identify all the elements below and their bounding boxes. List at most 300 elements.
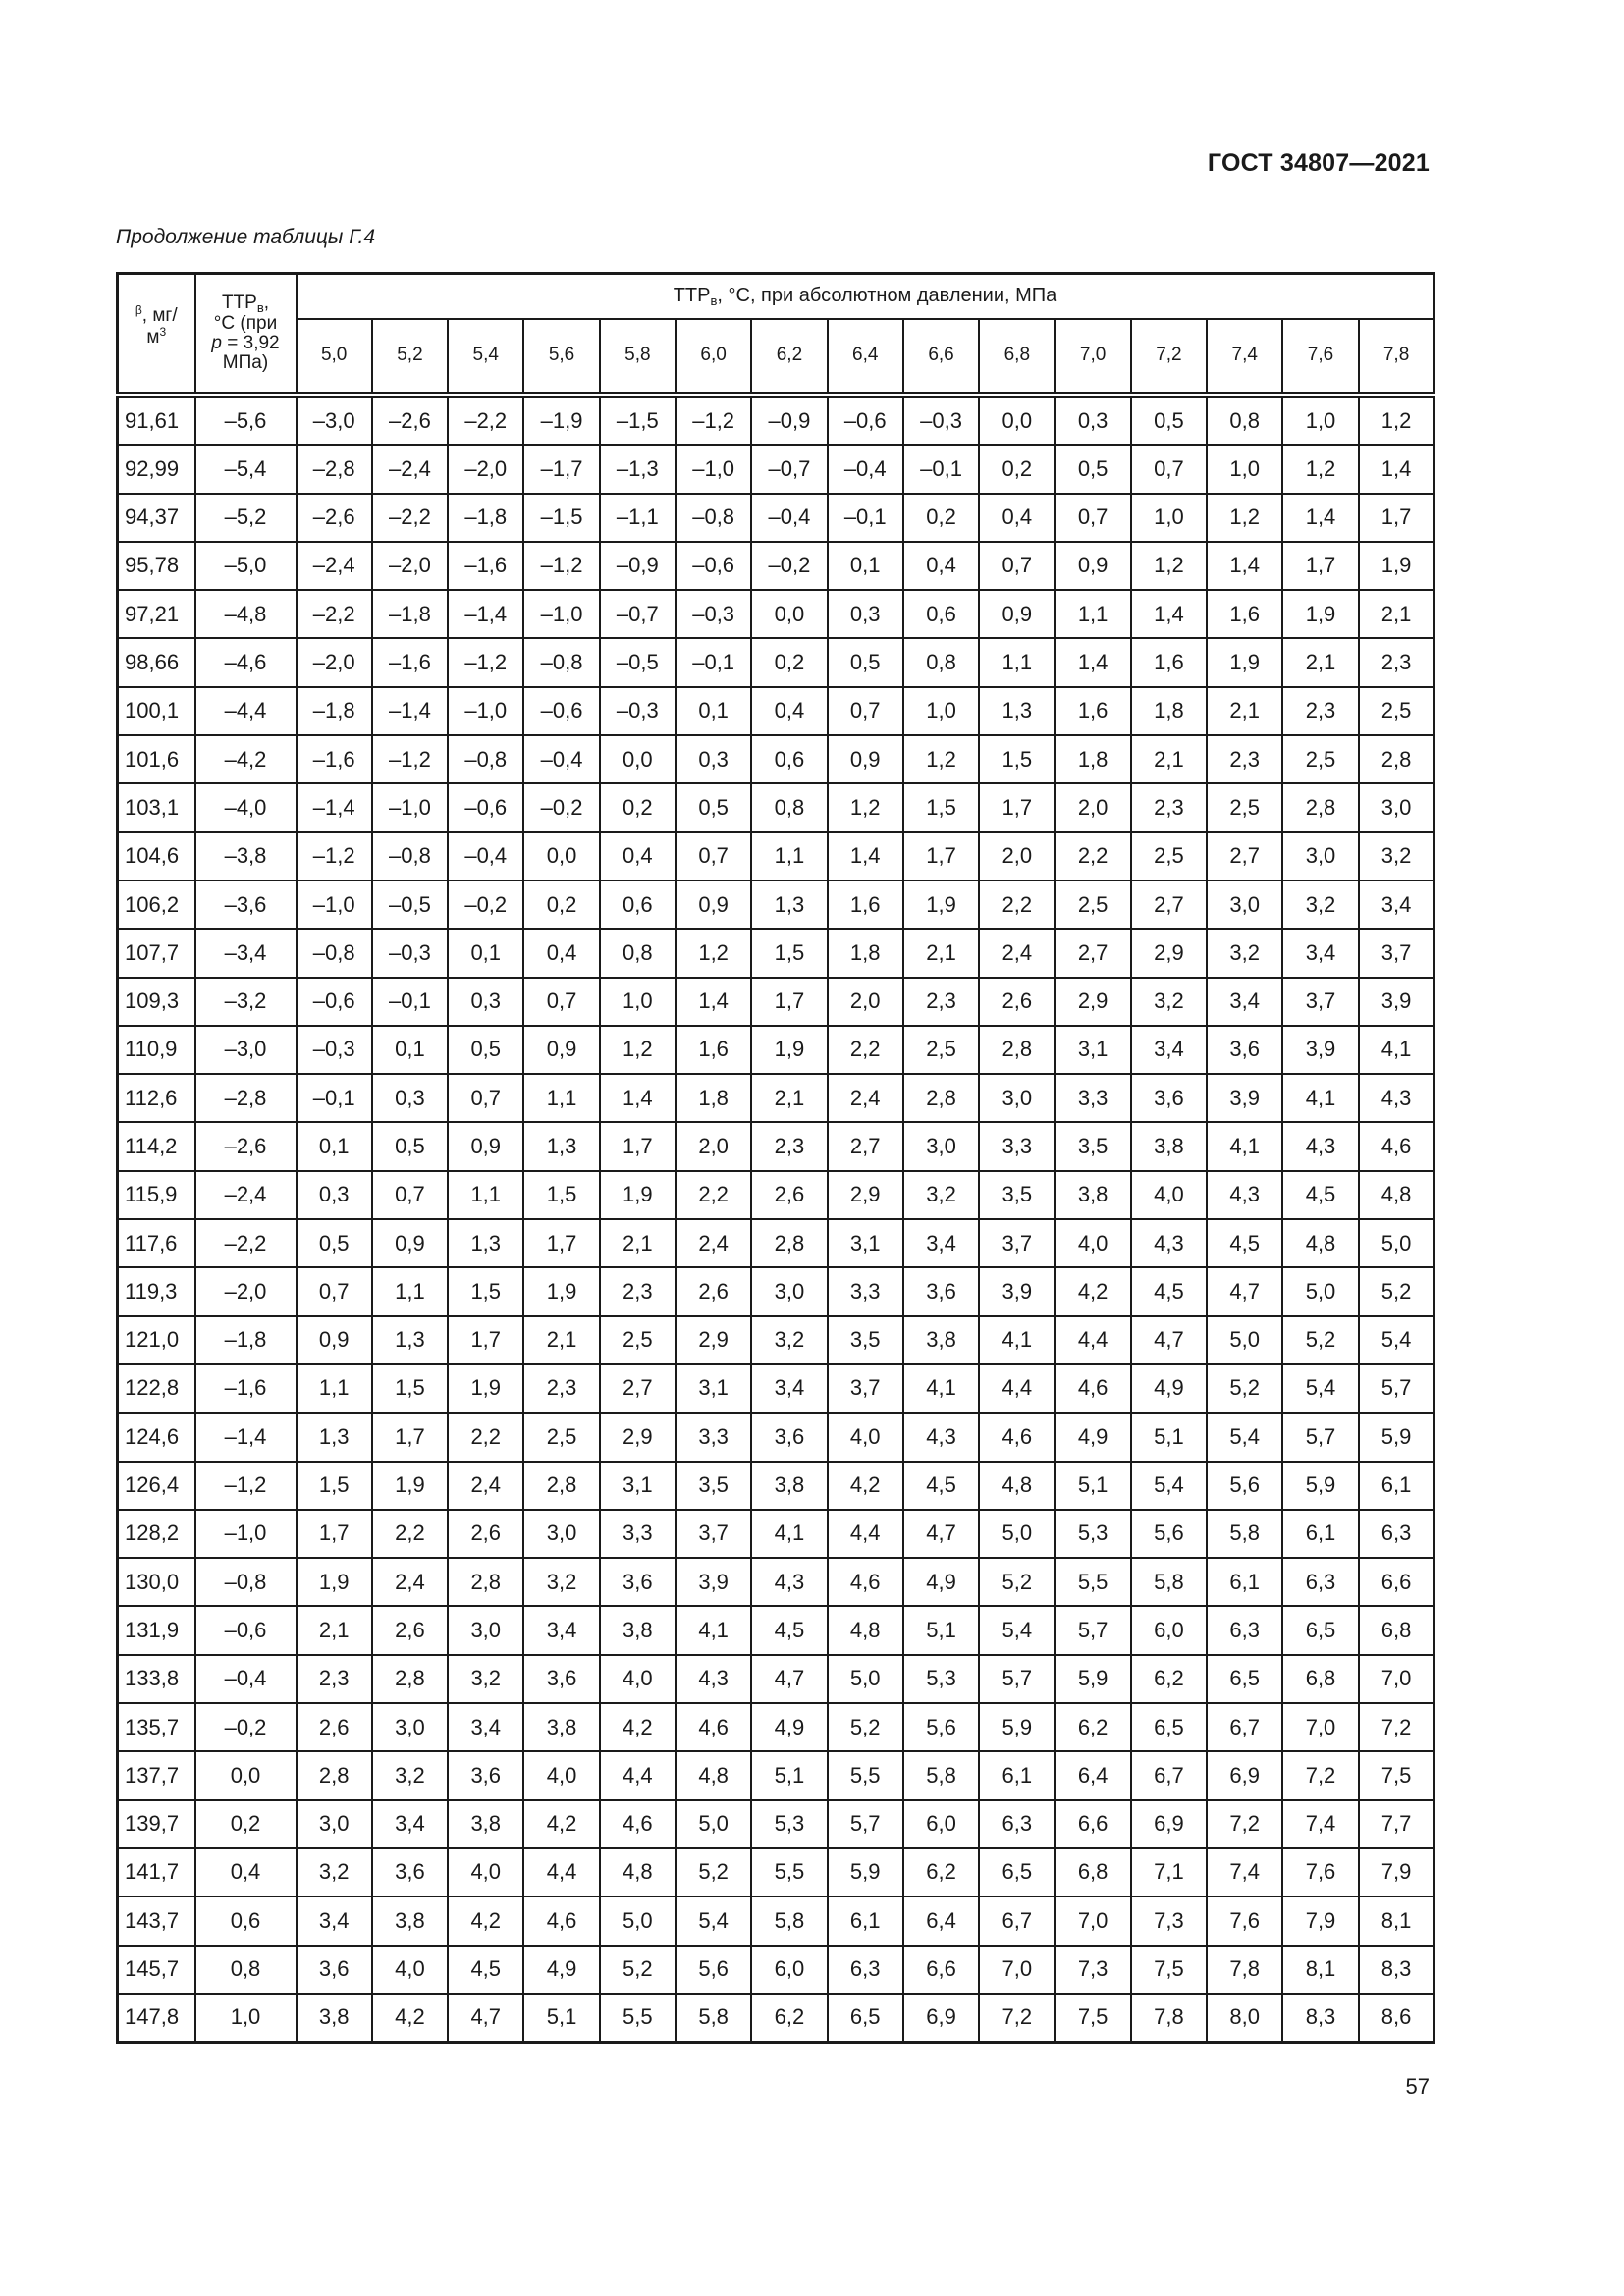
cell-value: 2,9 [1055, 978, 1130, 1026]
cell-value: 3,1 [676, 1364, 751, 1413]
cell-value: 0,1 [676, 687, 751, 735]
cell-value: –1,2 [523, 542, 599, 590]
cell-ttr-base: –0,4 [195, 1655, 297, 1703]
cell-value: 1,7 [1282, 542, 1358, 590]
table-row [118, 1655, 1435, 1703]
cell-ttr-base: –1,8 [195, 1316, 297, 1364]
table-row [118, 1800, 1435, 1848]
cell-value: –1,4 [372, 687, 448, 735]
cell-value: 4,1 [751, 1510, 827, 1558]
cell-value: 4,4 [523, 1848, 599, 1896]
cell-value: 2,8 [979, 1026, 1055, 1074]
cell-value: 5,2 [828, 1703, 903, 1751]
cell-value: 3,8 [751, 1462, 827, 1510]
table-row [118, 687, 1435, 735]
cell-value: 0,4 [600, 832, 676, 881]
table-row [118, 1171, 1435, 1219]
cell-value: 4,3 [676, 1655, 751, 1703]
beta-symbol: β [135, 303, 142, 317]
cell-value: 4,4 [828, 1510, 903, 1558]
cell-value: 0,3 [448, 978, 523, 1026]
cell-value: 2,9 [600, 1413, 676, 1461]
cell-value: 5,2 [979, 1558, 1055, 1606]
cell-value: –1,4 [297, 783, 372, 831]
cell-value: 2,8 [523, 1462, 599, 1510]
cell-value: 5,8 [1207, 1510, 1282, 1558]
cell-ttr-base: –5,6 [195, 395, 297, 445]
cell-value: 3,2 [1131, 978, 1207, 1026]
cell-value: 2,1 [600, 1219, 676, 1267]
cell-value: 4,0 [1055, 1219, 1130, 1267]
cell-value: 5,0 [1282, 1267, 1358, 1315]
cell-value: 0,7 [448, 1074, 523, 1122]
cell-beta: 92,99 [118, 445, 195, 493]
cell-value: 6,1 [1207, 1558, 1282, 1606]
cell-value: 6,9 [903, 1994, 979, 2043]
cell-value: 5,5 [1055, 1558, 1130, 1606]
cell-value: 3,4 [1131, 1026, 1207, 1074]
header-ttr-at-3-92: $ТТР_в$, °С (при p = 3,92 МПа) [195, 274, 297, 396]
cell-value: 4,8 [979, 1462, 1055, 1510]
cell-value: 3,2 [297, 1848, 372, 1896]
cell-value: 4,7 [448, 1994, 523, 2043]
cell-ttr-base: –0,2 [195, 1703, 297, 1751]
cell-value: 1,2 [1359, 395, 1435, 445]
cell-value: 1,5 [297, 1462, 372, 1510]
cell-value: 7,9 [1359, 1848, 1435, 1896]
cell-value: 4,1 [979, 1316, 1055, 1364]
cell-beta: 124,6 [118, 1413, 195, 1461]
cell-value: 3,4 [751, 1364, 827, 1413]
header-pressure-4: 5,8 [600, 319, 676, 395]
cell-value: 4,5 [1207, 1219, 1282, 1267]
cell-value: 4,6 [979, 1413, 1055, 1461]
cell-value: 1,6 [828, 881, 903, 929]
cell-value: –0,2 [448, 881, 523, 929]
cell-value: 7,2 [1207, 1800, 1282, 1848]
cell-value: 5,1 [751, 1751, 827, 1799]
cell-value: –1,2 [676, 395, 751, 445]
cell-value: –0,3 [903, 395, 979, 445]
cell-value: –1,3 [600, 445, 676, 493]
cell-value: 1,9 [1282, 590, 1358, 638]
cell-value: 0,2 [979, 445, 1055, 493]
cell-value: 2,3 [1131, 783, 1207, 831]
cell-ttr-base: –1,2 [195, 1462, 297, 1510]
cell-value: 4,1 [1359, 1026, 1435, 1074]
cell-value: 6,4 [1055, 1751, 1130, 1799]
cell-value: 2,3 [600, 1267, 676, 1315]
table-row [118, 1703, 1435, 1751]
cell-value: –1,4 [448, 590, 523, 638]
cell-value: 3,2 [1282, 881, 1358, 929]
cell-value: –1,8 [448, 494, 523, 542]
cell-value: 1,8 [828, 929, 903, 977]
cell-value: 2,9 [1131, 929, 1207, 977]
cell-value: 1,0 [903, 687, 979, 735]
cell-value: –0,4 [523, 735, 599, 783]
cell-value: 6,0 [1131, 1606, 1207, 1654]
cell-value: 1,2 [676, 929, 751, 977]
cell-value: –2,0 [297, 638, 372, 686]
cell-value: –0,8 [372, 832, 448, 881]
cell-value: 1,9 [600, 1171, 676, 1219]
cell-value: 0,9 [297, 1316, 372, 1364]
cell-value: –1,2 [448, 638, 523, 686]
cell-ttr-base: –5,0 [195, 542, 297, 590]
cell-value: 4,0 [1131, 1171, 1207, 1219]
cell-value: 4,8 [676, 1751, 751, 1799]
cell-value: 4,8 [828, 1606, 903, 1654]
cell-beta: 143,7 [118, 1896, 195, 1945]
cell-value: 3,8 [372, 1896, 448, 1945]
cell-value: 5,6 [1131, 1510, 1207, 1558]
cell-value: 5,4 [979, 1606, 1055, 1654]
cell-value: 8,6 [1359, 1994, 1435, 2043]
document-standard-header: ГОСТ 34807—2021 [1207, 149, 1430, 177]
table-row [118, 1219, 1435, 1267]
cell-value: 2,0 [676, 1122, 751, 1170]
cell-value: 0,0 [751, 590, 827, 638]
cell-value: 4,2 [828, 1462, 903, 1510]
cell-value: 1,6 [1055, 687, 1130, 735]
cell-value: 7,0 [1055, 1896, 1130, 1945]
cell-value: 2,7 [828, 1122, 903, 1170]
cell-value: 3,7 [1359, 929, 1435, 977]
cell-value: 3,9 [676, 1558, 751, 1606]
cell-value: 4,3 [1207, 1171, 1282, 1219]
cell-value: 2,3 [1359, 638, 1435, 686]
cell-value: 6,9 [1207, 1751, 1282, 1799]
cell-value: 7,8 [1207, 1946, 1282, 1994]
cell-value: 2,4 [676, 1219, 751, 1267]
cell-ttr-base: –1,4 [195, 1413, 297, 1461]
cell-value: 4,1 [903, 1364, 979, 1413]
cell-value: 3,8 [1055, 1171, 1130, 1219]
cell-value: 1,5 [903, 783, 979, 831]
cell-value: 1,1 [523, 1074, 599, 1122]
cell-value: 2,1 [1359, 590, 1435, 638]
cell-value: 0,0 [600, 735, 676, 783]
cell-value: 2,3 [751, 1122, 827, 1170]
cell-value: 0,2 [903, 494, 979, 542]
cell-value: 1,5 [979, 735, 1055, 783]
cell-value: 6,5 [828, 1994, 903, 2043]
cell-value: –1,8 [297, 687, 372, 735]
cell-value: 7,0 [1282, 1703, 1358, 1751]
cell-value: 1,7 [523, 1219, 599, 1267]
cell-value: –0,3 [297, 1026, 372, 1074]
cell-value: 4,1 [1282, 1074, 1358, 1122]
cell-value: 1,2 [903, 735, 979, 783]
cell-value: 4,6 [600, 1800, 676, 1848]
cell-value: 3,4 [297, 1896, 372, 1945]
cell-value: 3,0 [372, 1703, 448, 1751]
cell-value: 6,6 [1359, 1558, 1435, 1606]
cell-value: –1,6 [448, 542, 523, 590]
cell-value: 2,0 [828, 978, 903, 1026]
cell-value: 1,0 [600, 978, 676, 1026]
cell-value: 2,5 [600, 1316, 676, 1364]
cell-beta: 147,8 [118, 1994, 195, 2043]
cell-value: –0,3 [372, 929, 448, 977]
cell-value: 1,6 [1207, 590, 1282, 638]
cell-value: 3,6 [448, 1751, 523, 1799]
cell-ttr-base: 0,4 [195, 1848, 297, 1896]
cell-value: –0,6 [297, 978, 372, 1026]
cell-value: –0,1 [828, 494, 903, 542]
cell-value: 1,3 [523, 1122, 599, 1170]
cell-value: 4,5 [751, 1606, 827, 1654]
cell-beta: 128,2 [118, 1510, 195, 1558]
cell-value: 3,9 [979, 1267, 1055, 1315]
cell-value: –2,4 [297, 542, 372, 590]
header-pressure-3: 5,6 [523, 319, 599, 395]
cell-value: 1,6 [1131, 638, 1207, 686]
cell-ttr-base: –2,0 [195, 1267, 297, 1315]
cell-value: 0,7 [676, 832, 751, 881]
table-row [118, 1413, 1435, 1461]
cell-value: –1,2 [372, 735, 448, 783]
cell-value: 4,4 [600, 1751, 676, 1799]
cell-value: 7,2 [979, 1994, 1055, 2043]
cell-ttr-base: –2,6 [195, 1122, 297, 1170]
cell-value: 6,3 [828, 1946, 903, 1994]
cell-value: 5,9 [1055, 1655, 1130, 1703]
cell-beta: 139,7 [118, 1800, 195, 1848]
cell-value: 0,3 [297, 1171, 372, 1219]
cell-value: 3,2 [448, 1655, 523, 1703]
cell-beta: 104,6 [118, 832, 195, 881]
cell-value: 6,2 [903, 1848, 979, 1896]
cell-value: 2,1 [1282, 638, 1358, 686]
cell-value: 1,2 [828, 783, 903, 831]
cell-beta: 133,8 [118, 1655, 195, 1703]
cell-value: 5,5 [828, 1751, 903, 1799]
cell-value: 2,7 [1131, 881, 1207, 929]
cell-value: 1,9 [523, 1267, 599, 1315]
cell-value: 0,7 [523, 978, 599, 1026]
cell-value: –0,2 [523, 783, 599, 831]
cell-value: 5,4 [1131, 1462, 1207, 1510]
cell-value: 5,1 [1131, 1413, 1207, 1461]
cell-value: 0,6 [751, 735, 827, 783]
cell-value: 5,9 [979, 1703, 1055, 1751]
cell-value: 0,3 [372, 1074, 448, 1122]
cell-value: 6,8 [1282, 1655, 1358, 1703]
cell-value: 2,8 [751, 1219, 827, 1267]
cell-beta: 145,7 [118, 1946, 195, 1994]
cell-value: 6,3 [979, 1800, 1055, 1848]
cell-value: 2,8 [297, 1751, 372, 1799]
cell-value: 5,6 [903, 1703, 979, 1751]
table-row [118, 783, 1435, 831]
cell-value: 3,2 [1359, 832, 1435, 881]
cell-ttr-base: –0,8 [195, 1558, 297, 1606]
cell-beta: 112,6 [118, 1074, 195, 1122]
cell-value: 6,4 [903, 1896, 979, 1945]
cell-value: 6,2 [751, 1994, 827, 2043]
table-row [118, 1751, 1435, 1799]
cell-value: 8,0 [1207, 1994, 1282, 2043]
table-row [118, 542, 1435, 590]
cell-value: –1,9 [523, 395, 599, 445]
cell-value: 3,3 [979, 1122, 1055, 1170]
cell-value: 5,9 [1282, 1462, 1358, 1510]
cell-value: 1,9 [297, 1558, 372, 1606]
cell-value: 2,8 [372, 1655, 448, 1703]
cell-value: 5,7 [1359, 1364, 1435, 1413]
cell-value: 0,5 [372, 1122, 448, 1170]
cell-value: –0,6 [448, 783, 523, 831]
table-row [118, 638, 1435, 686]
header-pressure-group: $ТТР_в$, °С, при абсолютном давлении, МПа [297, 274, 1435, 320]
cell-value: 2,5 [1282, 735, 1358, 783]
cell-value: 3,5 [676, 1462, 751, 1510]
cell-value: –2,2 [297, 590, 372, 638]
header-pressure-7: 6,4 [828, 319, 903, 395]
cell-value: 1,8 [1055, 735, 1130, 783]
table-row [118, 881, 1435, 929]
cell-value: –0,6 [828, 395, 903, 445]
cell-value: 6,0 [751, 1946, 827, 1994]
cell-value: 2,1 [903, 929, 979, 977]
table-row [118, 1462, 1435, 1510]
cell-value: 8,3 [1282, 1994, 1358, 2043]
cell-value: 3,3 [600, 1510, 676, 1558]
cell-value: 3,6 [297, 1946, 372, 1994]
cell-value: –0,7 [751, 445, 827, 493]
cell-value: 7,4 [1207, 1848, 1282, 1896]
cell-value: 7,0 [979, 1946, 1055, 1994]
cell-value: 4,6 [1359, 1122, 1435, 1170]
cell-beta: 100,1 [118, 687, 195, 735]
cell-ttr-base: –0,6 [195, 1606, 297, 1654]
cell-value: 3,9 [1282, 1026, 1358, 1074]
cell-value: 1,9 [1359, 542, 1435, 590]
cell-value: 3,6 [372, 1848, 448, 1896]
cell-value: 1,7 [600, 1122, 676, 1170]
cell-value: 1,7 [1359, 494, 1435, 542]
cell-value: 4,3 [1131, 1219, 1207, 1267]
cell-value: 5,1 [903, 1606, 979, 1654]
cell-value: –1,0 [297, 881, 372, 929]
cell-beta: 94,37 [118, 494, 195, 542]
cell-value: 2,1 [1131, 735, 1207, 783]
cell-value: 1,0 [1131, 494, 1207, 542]
cell-value: 2,2 [372, 1510, 448, 1558]
cell-value: 2,1 [297, 1606, 372, 1654]
header-pressure-6: 6,2 [751, 319, 827, 395]
cell-value: –0,6 [676, 542, 751, 590]
cell-value: 6,3 [1359, 1510, 1435, 1558]
cell-value: 2,8 [903, 1074, 979, 1122]
cell-value: 7,3 [1131, 1896, 1207, 1945]
cell-value: 5,0 [828, 1655, 903, 1703]
cell-ttr-base: –2,8 [195, 1074, 297, 1122]
cell-beta: 109,3 [118, 978, 195, 1026]
cell-value: 6,8 [1359, 1606, 1435, 1654]
cell-value: 1,9 [1207, 638, 1282, 686]
cell-value: –2,4 [372, 445, 448, 493]
cell-value: 1,4 [676, 978, 751, 1026]
cell-value: –2,2 [372, 494, 448, 542]
cell-value: 1,5 [448, 1267, 523, 1315]
cell-value: 3,8 [600, 1606, 676, 1654]
cell-value: 3,8 [1131, 1122, 1207, 1170]
cell-ttr-base: –2,4 [195, 1171, 297, 1219]
table-row [118, 1122, 1435, 1170]
cell-value: 0,8 [1207, 395, 1282, 445]
cell-value: 5,6 [676, 1946, 751, 1994]
cell-value: 8,1 [1282, 1946, 1358, 1994]
cell-value: 2,8 [448, 1558, 523, 1606]
cell-value: 3,4 [1282, 929, 1358, 977]
cell-value: 5,2 [1282, 1316, 1358, 1364]
cell-value: 1,4 [1207, 542, 1282, 590]
cell-value: –0,4 [448, 832, 523, 881]
cell-value: 2,5 [1207, 783, 1282, 831]
cell-beta: 101,6 [118, 735, 195, 783]
table-row [118, 1510, 1435, 1558]
cell-value: 6,5 [1207, 1655, 1282, 1703]
table-row [118, 1896, 1435, 1945]
cell-value: 1,1 [751, 832, 827, 881]
table-row [118, 1267, 1435, 1315]
cell-value: 0,5 [1131, 395, 1207, 445]
cell-value: –2,8 [297, 445, 372, 493]
cell-value: –0,5 [372, 881, 448, 929]
table-row [118, 445, 1435, 493]
pressure-header-row [118, 319, 1435, 395]
cell-ttr-base: –4,2 [195, 735, 297, 783]
cell-value: 6,1 [828, 1896, 903, 1945]
cell-value: 5,2 [676, 1848, 751, 1896]
cell-beta: 107,7 [118, 929, 195, 977]
cell-value: 4,3 [1359, 1074, 1435, 1122]
cell-value: 5,0 [1207, 1316, 1282, 1364]
cell-value: 7,3 [1055, 1946, 1130, 1994]
cell-value: 1,4 [1055, 638, 1130, 686]
cell-value: 6,5 [1282, 1606, 1358, 1654]
cell-beta: 119,3 [118, 1267, 195, 1315]
table-row [118, 1558, 1435, 1606]
cell-value: 1,1 [979, 638, 1055, 686]
cell-value: 4,9 [1131, 1364, 1207, 1413]
cell-value: 0,9 [1055, 542, 1130, 590]
cell-value: –0,8 [448, 735, 523, 783]
cell-ttr-base: 0,0 [195, 1751, 297, 1799]
cell-beta: 122,8 [118, 1364, 195, 1413]
cell-value: –1,6 [297, 735, 372, 783]
cell-value: –1,5 [523, 494, 599, 542]
cell-value: 3,7 [979, 1219, 1055, 1267]
cell-value: 4,1 [1207, 1122, 1282, 1170]
cell-value: 3,5 [1055, 1122, 1130, 1170]
hydrate-temperature-table [116, 272, 1435, 2044]
cell-value: 1,2 [1282, 445, 1358, 493]
cell-value: 5,3 [1055, 1510, 1130, 1558]
cell-value: 5,9 [1359, 1413, 1435, 1461]
cell-value: 7,2 [1282, 1751, 1358, 1799]
cell-value: 3,6 [523, 1655, 599, 1703]
cell-value: 0,5 [828, 638, 903, 686]
table-row [118, 1364, 1435, 1413]
cell-value: 2,3 [1282, 687, 1358, 735]
cell-value: 6,1 [1282, 1510, 1358, 1558]
cell-value: 4,6 [828, 1558, 903, 1606]
cell-beta: 91,61 [118, 395, 195, 445]
